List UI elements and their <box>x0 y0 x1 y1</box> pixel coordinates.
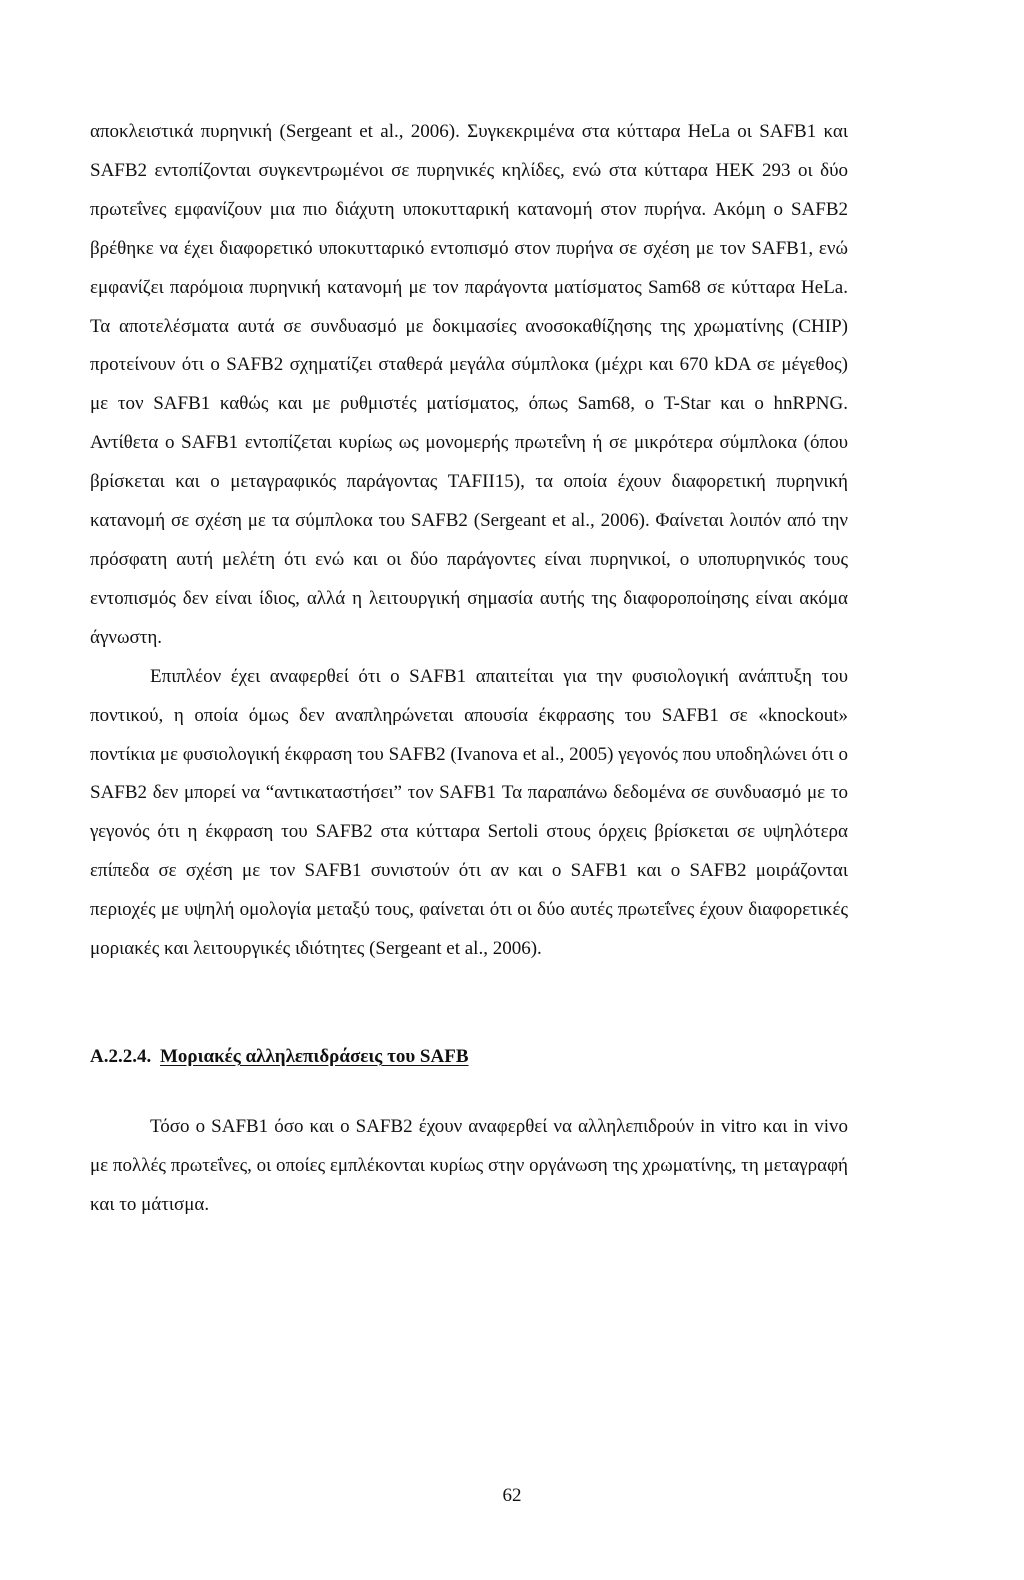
paragraph-knockout-mice: Επιπλέον έχει αναφερθεί ότι ο SAFB1 απαιτείται για την φυσιολογική ανάπτυξη του ποντικού, η οποία όμως δεν αναπληρώνεται απουσία έκφρασης του SAFB1 σε «knockout» ποντίκια με φυσιολογική έκφραση του SAFB2 (Ivanova et al., 2005) γεγονός που υποδηλώνει ότι ο SAFB2 δεν μπορεί να “αντικαταστήσει” τον SAFB1 Τα παραπάνω δεδομένα σε συνδυασμό με το γεγονός ότι η έκφραση του SAFB2 στα κύτταρα Sertoli στους όρχεις βρίσκεται σε υψηλότερα επίπεδα σε σχέση με τον SAFB1 συνιστούν ότι αν και ο SAFB1 και ο SAFB2 μοιράζονται περιοχές με υψηλή ομολογία μεταξύ τους, φαίνεται ότι οι δύο αυτές πρωτεΐνες έχουν διαφορετικές μοριακές και λειτουργικές ιδιότητες (Sergeant et al., 2006). <box>90 665 848 960</box>
paragraph-nuclear-localization: αποκλειστικά πυρηνική (Sergeant et al., 2006). Συγκεκριμένα στα κύτταρα HeLa οι SAFB1 και SAFB2 εντοπίζονται συγκεντρωμένοι σε πυρηνικές κηλίδες, ενώ στα κύτταρα HEK 293 οι δύο πρωτεΐνες εμφανίζουν μια πιο διάχυτη υποκυτταρική κατανομή στον πυρήνα. Ακόμη ο SAFB2 βρέθηκε να έχει διαφορετικό υποκυτταρικό εντοπισμό στον πυρήνα σε σχέση με τον SAFB1, ενώ εμφανίζει παρόμοια πυρηνική κατανομή με τον παράγοντα ματίσματος Sam68 σε κύτταρα HeLa. Τα αποτελέσματα αυτά σε συνδυασμό με δοκιμασίες ανοσοκαθίζησης της χρωματίνης (CHIP) προτείνουν ότι ο SAFB2 σχηματίζει σταθερά μεγάλα σύμπλοκα (μέχρι και 670 kDA σε μέγεθος) με τον SAFB1 καθώς και με ρυθμιστές ματίσματος, όπως Sam68, ο T-Star και ο hnRPNG. Αντίθετα ο SAFB1 εντοπίζεται κυρίως ως μονομερής πρωτεΐνη ή σε μικρότερα σύμπλοκα (όπου βρίσκεται και ο μεταγραφικός παράγοντας TAFII15), τα οποία έχουν διαφορετική πυρηνική κατανομή σε σχέση με τα σύμπλοκα του SAFB2 (Sergeant et al., 2006). Φαίνεται λοιπόν από την πρόσφατη αυτή μελέτη ότι ενώ και οι δύο παράγοντες είναι πυρηνικοί, ο υποπυρηνικός τους εντοπισμός δεν είναι ίδιος, αλλά η λειτουργική σημασία αυτής της διαφοροποίησης είναι ακόμα άγνωστη. <box>90 121 848 648</box>
section-title: Μοριακές αλληλεπιδράσεις του SAFB <box>159 1045 469 1067</box>
paragraph-interactions: Τόσο ο SAFB1 όσο και ο SAFB2 έχουν αναφερθεί να αλληλεπιδρούν in vitro και in vivo με πολλές πρωτεΐνες, οι οποίες εμπλέκονται κυρίως στην οργάνωση της χρωματίνης, τη μεταγραφή και το μάτισμα. <box>90 1115 848 1215</box>
section-number: A.2.2.4. <box>90 1045 152 1067</box>
page-number: 62 <box>502 1485 522 1506</box>
section-heading <box>90 1038 848 1077</box>
body-text <box>90 113 848 1225</box>
